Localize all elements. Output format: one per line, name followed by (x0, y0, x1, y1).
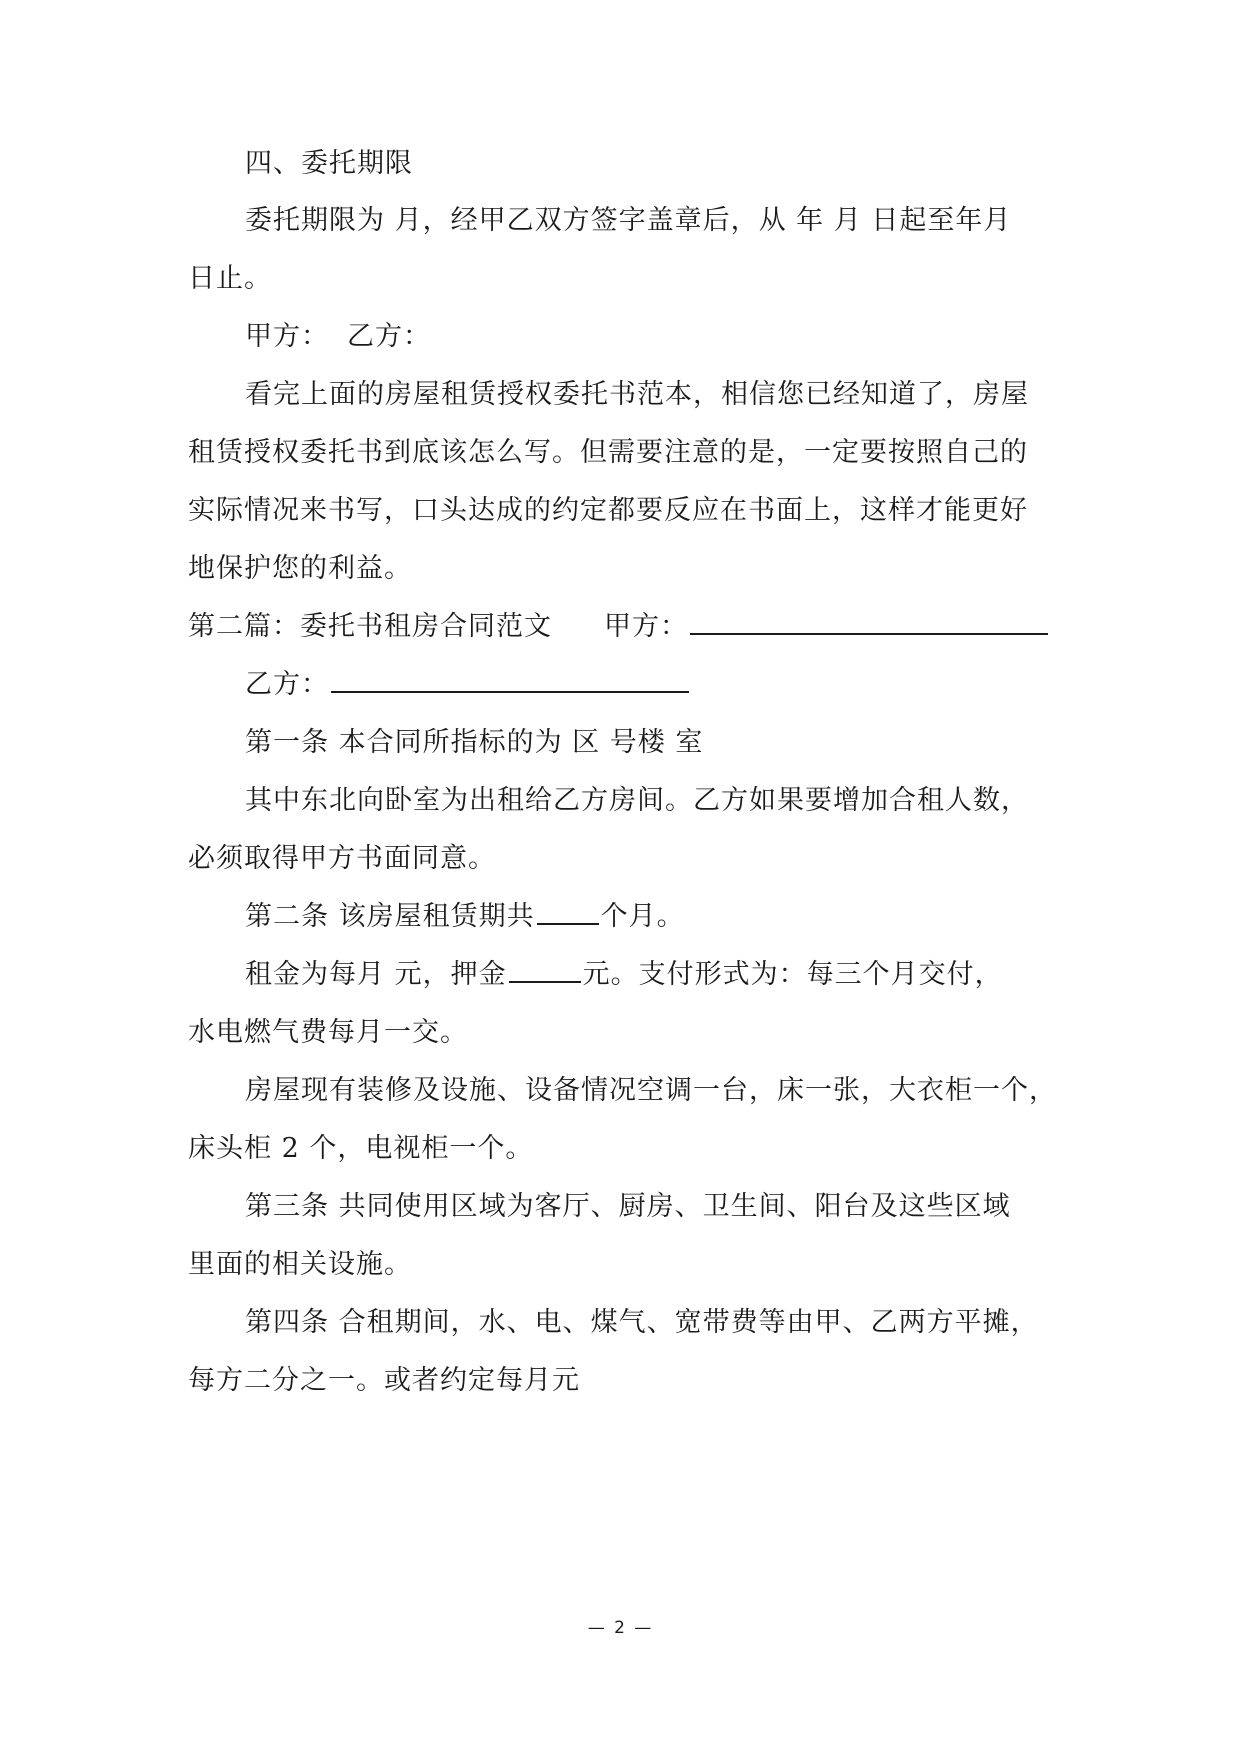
rent-prefix: 租金为每月 元，押金 (245, 959, 507, 990)
rent-suffix: 元。支付形式为：每三个月交付， (582, 959, 1003, 990)
second-article-title: 第二篇：委托书租房合同范文 (188, 611, 552, 642)
term-line-2: 日止。 (188, 263, 272, 294)
term-line-1: 委托期限为 月，经甲乙双方签字盖章后，从 年 月 日起至年月 (245, 205, 1012, 236)
summary-line-3: 实际情况来书写，口头达成的约定都要反应在书面上，这样才能更好 (188, 495, 1028, 526)
clause-3-line-1: 第三条 共同使用区域为客厅、厨房、卫生间、阳台及这些区域 (245, 1191, 1011, 1222)
lease-term-blank (537, 899, 599, 925)
facilities-line-1: 房屋现有装修及设施、设备情况空调一台，床一张，大衣柜一个， (245, 1075, 1057, 1106)
clause-2-line (245, 899, 685, 935)
facilities-line-2: 床头柜 2 个，电视柜一个。 (188, 1133, 534, 1164)
clause-2-suffix: 个月。 (600, 901, 685, 932)
clause-1-line-3: 必须取得甲方书面同意。 (188, 843, 496, 874)
party-b-blank (331, 667, 689, 693)
clause-2-prefix: 第二条 该房屋租赁期共 (245, 901, 535, 932)
party-a-blank (690, 609, 1048, 635)
clause-1-line-2: 其中东北向卧室为出租给乙方房间。乙方如果要增加合租人数， (245, 785, 1029, 816)
section-heading: 四、委托期限 (245, 148, 413, 179)
clause-3-line-2: 里面的相关设施。 (188, 1249, 412, 1280)
second-party-b-label: 乙方： (245, 669, 329, 700)
page-number: — 2 — (587, 1618, 654, 1638)
rent-line-1 (245, 957, 1003, 993)
clause-4-line-2: 每方二分之一。或者约定每月元 (188, 1365, 580, 1396)
summary-line-2: 租赁授权委托书到底该怎么写。但需要注意的是，一定要按照自己的 (188, 437, 1028, 468)
deposit-blank (509, 957, 581, 983)
second-party-a-label: 甲方： (604, 611, 688, 642)
summary-line-4: 地保护您的利益。 (188, 553, 412, 584)
party-a-label: 甲方： (245, 321, 329, 352)
party-b-label: 乙方： (347, 321, 431, 352)
clause-4-line-1: 第四条 合租期间，水、电、煤气、宽带费等由甲、乙两方平摊， (245, 1307, 1039, 1338)
clause-1-line-1: 第一条 本合同所指标的为 区 号楼 室 (245, 727, 704, 758)
second-article-title-line (188, 609, 1050, 645)
rent-line-2: 水电燃气费每月一交。 (188, 1017, 468, 1048)
signature-line (245, 319, 431, 355)
second-party-b-line (245, 667, 691, 703)
summary-line-1: 看完上面的房屋租赁授权委托书范本，相信您已经知道了，房屋 (245, 379, 1029, 410)
